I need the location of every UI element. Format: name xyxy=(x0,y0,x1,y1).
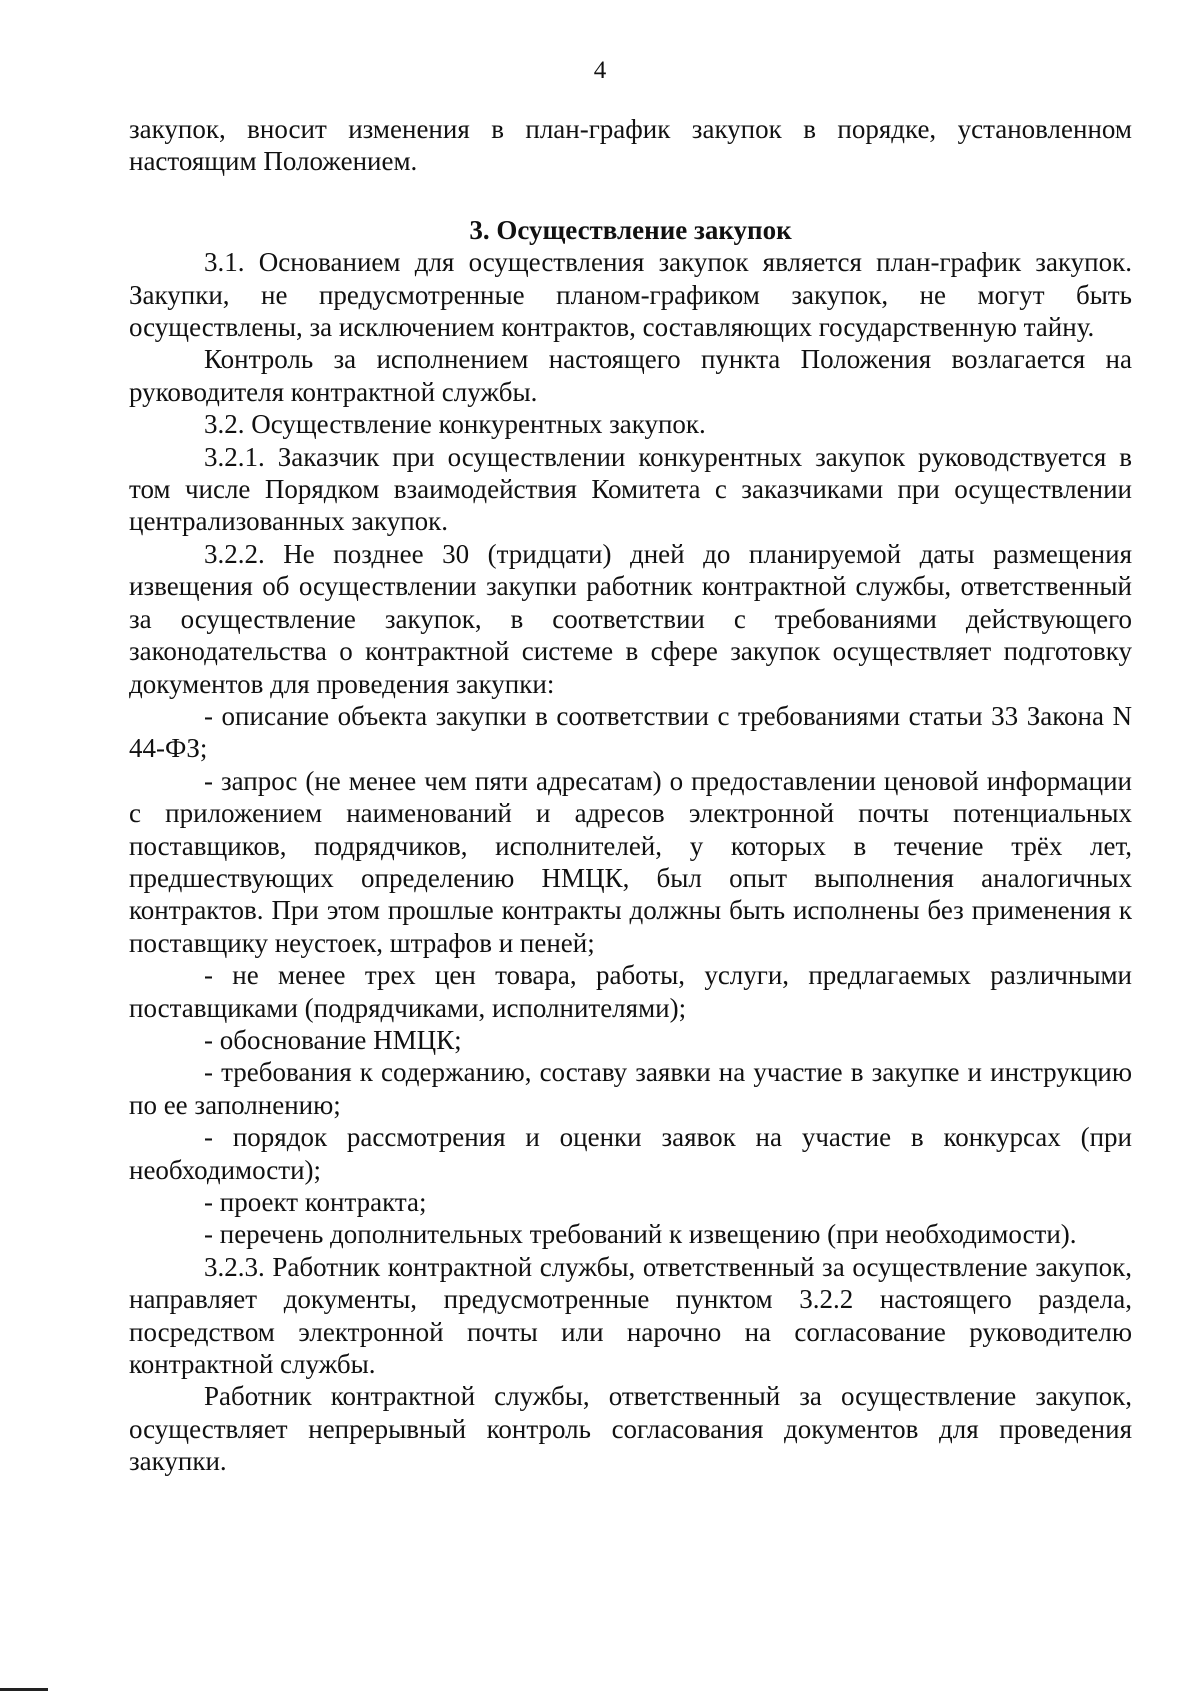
paragraph-3-1: 3.1. Основанием для осуществления закупок является план-график закупок. Закупки, не предусмотренные планом-графиком закупок, не могут быть осуществлены, за исключением контрактов, составляющих государственную тайну. xyxy=(129,247,1132,343)
list-item-price-request: - запрос (не менее чем пяти адресатам) о предоставлении ценовой информации с приложением наименований и адресов электронной почты потенциальных поставщиков, подрядчиков, исполнителей, у которых в течение трёх лет, предшествующих определению НМЦК, был опыт выполнения аналогичных контрактов. При этом прошлые контракты должны быть исполнены без применения к поставщику неустоек, штрафов и пеней; xyxy=(129,765,1132,958)
page-number: 4 xyxy=(593,57,607,84)
continuation-paragraph: закупок, вносит изменения в план-график закупок в порядке, установленном настоящим Положением. xyxy=(129,114,1132,177)
list-item-application-requirements: - требования к содержанию, составу заявки на участие в закупке и инструкцию по ее заполнению; xyxy=(129,1057,1132,1120)
paragraph-control: Контроль за исполнением настоящего пункта Положения возлагается на руководителя контрактной службы. xyxy=(129,344,1132,407)
paragraph-3-2: 3.2. Осуществление конкурентных закупок. xyxy=(204,409,706,440)
paragraph-3-2-2: 3.2.2. Не позднее 30 (тридцати) дней до планируемой даты размещения извещения об осуществлении закупки работник контрактной службы, ответственный за осуществление закупок, в соответствии с требованиями действующего законодательства о контрактной системе в сфере закупок осуществляет подготовку документов для проведения закупки: xyxy=(129,538,1132,699)
paragraph-3-2-3: 3.2.3. Работник контрактной службы, ответственный за осуществление закупок, направляет документы, предусмотренные пунктом 3.2.2 настоящего раздела, посредством электронной почты или нарочно на согласование руководителю контрактной службы. xyxy=(129,1251,1132,1380)
document-body xyxy=(129,113,1132,1478)
list-item-nmck: - обоснование НМЦК; xyxy=(204,1024,462,1055)
scan-edge-mark xyxy=(0,1688,48,1691)
paragraph-3-2-1: 3.2.1. Заказчик при осуществлении конкурентных закупок руководствуется в том числе Порядком взаимодействия Комитета с заказчиками при осуществлении централизованных закупок. xyxy=(129,441,1132,537)
list-item-description: - описание объекта закупки в соответствии с требованиями статьи 33 Закона N 44-ФЗ; xyxy=(129,700,1132,764)
section-title: 3. Осуществление закупок xyxy=(469,214,792,245)
list-item-additional-requirements: - перечень дополнительных требований к извещению (при необходимости). xyxy=(204,1219,1077,1250)
list-item-three-prices: - не менее трех цен товара, работы, услуги, предлагаемых различными поставщиками (подрядчиками, исполнителями); xyxy=(129,960,1132,1023)
paragraph-continuous-control: Работник контрактной службы, ответственный за осуществление закупок, осуществляет непрерывный контроль согласования документов для проведения закупки. xyxy=(129,1381,1132,1477)
list-item-evaluation-order: - порядок рассмотрения и оценки заявок на участие в конкурсах (при необходимости); xyxy=(129,1122,1132,1185)
list-item-contract-draft: - проект контракта; xyxy=(204,1187,427,1217)
